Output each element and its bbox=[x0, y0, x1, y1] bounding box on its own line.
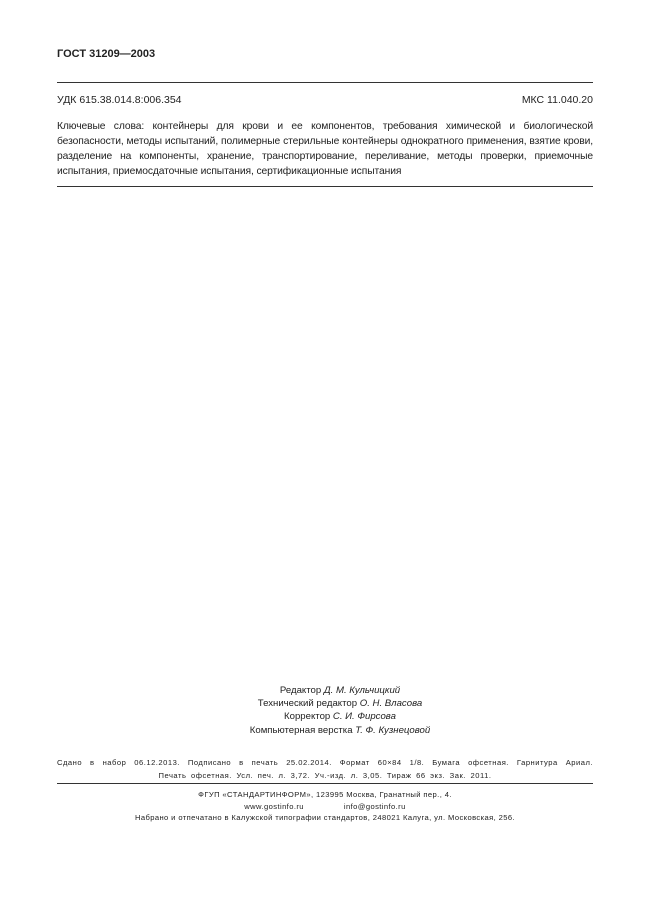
credits bbox=[0, 684, 646, 737]
mks-code: МКС 11.040.20 bbox=[521, 94, 593, 106]
credit-editor bbox=[0, 684, 646, 697]
publisher-address: ФГУП «СТАНДАРТИНФОРМ», 123995 Москва, Гранатный пер., 4. bbox=[198, 790, 452, 799]
divider bbox=[57, 82, 593, 83]
credit-role: Редактор bbox=[279, 685, 322, 696]
credit-tech-editor bbox=[0, 697, 646, 710]
credit-role: Технический редактор bbox=[257, 698, 358, 710]
publisher-email[interactable]: info@gostinfo.ru bbox=[343, 801, 406, 811]
publisher-website[interactable]: www.gostinfo.ru bbox=[244, 801, 304, 811]
credit-name: Д. М. Кульчицкий bbox=[323, 685, 401, 696]
credit-role: Компьютерная верстка bbox=[249, 724, 353, 736]
credit-layout bbox=[0, 724, 646, 737]
print-info-line-2: Печать офсетная. Усл. печ. л. 3,72. Уч.-изд. л. 3,05. Тираж 66 экз. Зак. 2011. bbox=[158, 771, 492, 780]
credit-role: Корректор bbox=[284, 711, 331, 723]
printer-info: Набрано и отпечатано в Калужской типографии стандартов, 248021 Калуга, ул. Московская, 256. bbox=[134, 813, 516, 822]
credit-name: С. И. Фирсова bbox=[332, 711, 396, 723]
divider bbox=[57, 186, 593, 187]
print-info-line-1: Сдано в набор 06.12.2013. Подписано в печать 25.02.2014. Формат 60×84 1/8. Бумага офсетная. Гарнитура Ариал. bbox=[57, 758, 593, 767]
standard-number: ГОСТ 31209—2003 bbox=[57, 48, 156, 60]
credit-name: Т. Ф. Кузнецовой bbox=[355, 724, 431, 736]
credit-name: О. Н. Власова bbox=[359, 698, 423, 710]
publisher-info bbox=[57, 789, 593, 824]
print-info bbox=[57, 756, 593, 782]
credit-corrector bbox=[0, 710, 646, 723]
keywords: Ключевые слова: контейнеры для крови и ее компонентов, требования химической и биологической безопасности, методы испытаний, полимерные стерильные контейнеры однократного применения, взятие крови, разделение на компоненты, хранение, транспортирование, переливание, методы проверки, приемочные испытания, приемосдаточные испытания, сертификационные испытания bbox=[57, 121, 593, 177]
udk-code: УДК 615.38.014.8:006.354 bbox=[57, 94, 182, 106]
divider bbox=[57, 783, 593, 784]
